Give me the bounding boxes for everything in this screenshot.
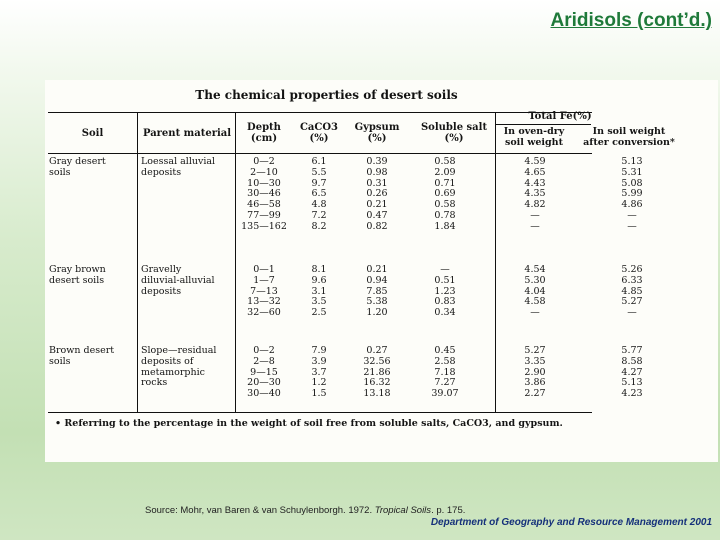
soil-name: Gray brown desert soils	[49, 264, 106, 286]
fe-oven-values: 5.27 3.35 2.90 3.86 2.27	[524, 345, 546, 400]
scanned-table-image	[45, 80, 718, 462]
fe-group-rule	[495, 124, 591, 125]
caco3-values: 6.1 5.5 9.7 6.5 4.8 7.2 8.2	[311, 156, 327, 232]
header-caco3: CaCO3 (%)	[299, 122, 339, 144]
header-total-fe: Total Fe(%)	[528, 111, 592, 122]
soil-name: Brown desert soils	[49, 345, 115, 367]
depth-values: 0—2 2—10 10—30 30—46 46—58 77—99 135—162	[241, 156, 287, 232]
parent-material: Gravelly diluvial-alluvial deposits	[141, 264, 215, 297]
slide-title: Aridisols (cont’d.)	[550, 10, 712, 31]
column-divider	[137, 112, 138, 412]
table-bottom-rule	[48, 412, 592, 413]
depth-values: 0—1 1—7 7—13 13—32 32—60	[247, 264, 281, 319]
fe-converted-values: 5.77 8.58 4.27 5.13 4.23	[621, 345, 643, 400]
caco3-values: 8.1 9.6 3.1 3.5 2.5	[311, 264, 327, 319]
parent-material: Loessal alluvial deposits	[141, 156, 216, 178]
fe-converted-values: 5.26 6.33 4.85 5.27 —	[621, 264, 643, 319]
gypsum-values: 0.39 0.98 0.31 0.26 0.21 0.47 0.82	[366, 156, 388, 232]
fe-converted-values: 5.13 5.31 5.08 5.99 4.86 — —	[621, 156, 643, 232]
column-divider	[495, 112, 496, 412]
header-bottom-rule	[48, 153, 592, 154]
gypsum-values: 0.27 32.56 21.86 16.32 13.18	[363, 345, 391, 400]
table-footnote: • Referring to the percentage in the weight of soil free from soluble salts, CaCO3, and gypsum.	[55, 418, 563, 429]
fe-oven-values: 4.54 5.30 4.04 4.58 —	[524, 264, 546, 319]
header-parent-material: Parent material	[142, 128, 232, 139]
table-top-rule	[48, 112, 592, 113]
soluble-salt-values: 0.45 2.58 7.18 7.27 39.07	[431, 345, 459, 400]
soluble-salt-values: — 0.51 1.23 0.83 0.34	[434, 264, 456, 319]
header-soluble-salt: Soluble salt (%)	[420, 122, 488, 144]
soil-name: Gray desert soils	[49, 156, 106, 178]
depth-values: 0—2 2—8 9—15 20—30 30—40	[247, 345, 281, 400]
header-soil: Soil	[81, 128, 104, 139]
caco3-values: 7.9 3.9 3.7 1.2 1.5	[311, 345, 327, 400]
fe-oven-values: 4.59 4.65 4.43 4.35 4.82 — —	[524, 156, 546, 232]
header-depth: Depth (cm)	[247, 122, 281, 144]
column-divider	[235, 112, 236, 412]
header-fe-converted: In soil weight after conversion*	[583, 126, 675, 148]
header-fe-oven-dry: In oven-dry soil weight	[503, 126, 565, 148]
department-footer: Department of Geography and Resource Management 2001	[430, 517, 712, 528]
header-gypsum: Gypsum (%)	[354, 122, 400, 144]
parent-material: Slope—residual deposits of metamorphic rocks	[141, 345, 217, 389]
source-citation: Source: Mohr, van Baren & van Schuylenborgh. 1972. Tropical Soils. p. 175.	[145, 505, 466, 516]
gypsum-values: 0.21 0.94 7.85 5.38 1.20	[366, 264, 388, 319]
table-title: The chemical properties of desert soils	[195, 88, 458, 102]
soluble-salt-values: 0.58 2.09 0.71 0.69 0.58 0.78 1.84	[434, 156, 456, 232]
